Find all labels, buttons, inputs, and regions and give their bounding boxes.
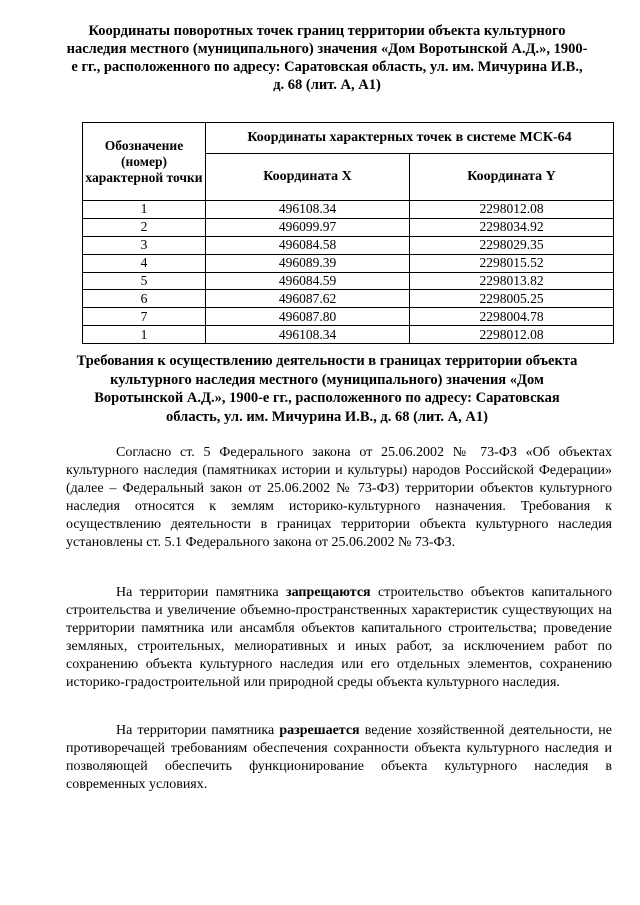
document-title: Координаты поворотных точек границ территории объекта культурного наследия местного (муниципального) значения «Дом Воротынской А.Д.», 1900-е гг., расположенного по адресу: Саратовская область, ул. им. Мичурина И.В., д. 68 (лит. А, А1): [66, 23, 588, 93]
table-row: [83, 272, 614, 290]
column-header-point: Обозначение (номер) характерной точки: [83, 123, 206, 201]
prohibited-keyword: запрещаются: [285, 585, 371, 600]
cell-x: 496089.39: [206, 254, 410, 272]
cell-y: 2298013.82: [410, 272, 614, 290]
table-row: [83, 218, 614, 236]
table-row: [83, 236, 614, 254]
paragraph-permissions-start: На территории памятника: [116, 723, 275, 738]
cell-point: 7: [83, 308, 206, 326]
cell-x: 496108.34: [206, 326, 410, 344]
permitted-keyword: разрешается: [279, 723, 360, 738]
column-header-y: Координата Y: [410, 154, 614, 201]
cell-point: 5: [83, 272, 206, 290]
paragraph-prohibitions: [66, 584, 612, 692]
cell-y: 2298012.08: [410, 326, 614, 344]
table-row: [83, 201, 614, 219]
cell-point: 1: [83, 201, 206, 219]
cell-x: 496099.97: [206, 218, 410, 236]
cell-x: 496087.80: [206, 308, 410, 326]
paragraph-prohibitions-start: На территории памятника: [116, 585, 279, 600]
cell-x: 496084.58: [206, 236, 410, 254]
paragraph-legal-basis: [66, 444, 612, 552]
column-header-x: Координата X: [206, 154, 410, 201]
cell-x: 496087.62: [206, 290, 410, 308]
cell-y: 2298029.35: [410, 236, 614, 254]
coordinates-table: [82, 122, 614, 344]
cell-x: 496084.59: [206, 272, 410, 290]
coordinates-table-body: [83, 201, 614, 344]
cell-point: 2: [83, 218, 206, 236]
cell-x: 496108.34: [206, 201, 410, 219]
paragraph-legal-basis-text: Согласно ст. 5 Федерального закона от 25.06.2002 № 73-ФЗ «Об объектах культурного наследия (памятниках истории и культуры) народов Российской Федерации» (далее – Федеральный закон от 25.06.2002 № 73-ФЗ) территории объектов культурного наследия относятся к землям историко-культурного назначения. Требования к осуществлению деятельности в границах территории объекта культурного наследия установлены ст. 5.1 Федерального закона от 25.06.2002 № 73-ФЗ.: [66, 445, 612, 550]
cell-y: 2298004.78: [410, 308, 614, 326]
cell-point: 3: [83, 236, 206, 254]
cell-point: 4: [83, 254, 206, 272]
cell-point: 6: [83, 290, 206, 308]
column-header-group: Координаты характерных точек в системе МСК-64: [206, 123, 614, 154]
cell-y: 2298005.25: [410, 290, 614, 308]
cell-y: 2298012.08: [410, 201, 614, 219]
table-row: [83, 254, 614, 272]
paragraph-permissions-rest: ведение хозяйственной деятельности, не противоречащей требованиям обеспечения сохранности объекта культурного наследия и позволяющей обеспечить функционирование объекта культурного наследия в современных условиях.: [66, 723, 613, 792]
paragraph-prohibitions-rest: строительство объектов капитального строительства и увеличение объемно-пространственных характеристик существующих на территории памятника или ансамбля объектов капитального строительства; проведение земляных, строительных, мелиоративных и иных работ, за исключением работ по сохранению объекта культурного наследия или его отдельных элементов, сохранению историко-градостроительной или природной среды объекта культурного наследия.: [66, 585, 613, 690]
requirements-title: Требования к осуществлению деятельности в границах территории объекта культурного наследия местного (муниципального) значения «Дом Воротынской А.Д.», 1900-е гг., расположенного по адресу: Саратовская область, ул. им. Мичурина И.В., д. 68 (лит. А, А1): [76, 353, 578, 425]
table-row: [83, 326, 614, 344]
cell-y: 2298034.92: [410, 218, 614, 236]
cell-y: 2298015.52: [410, 254, 614, 272]
table-row: [83, 308, 614, 326]
paragraph-permissions: [66, 722, 612, 794]
cell-point: 1: [83, 326, 206, 344]
table-row: [83, 290, 614, 308]
